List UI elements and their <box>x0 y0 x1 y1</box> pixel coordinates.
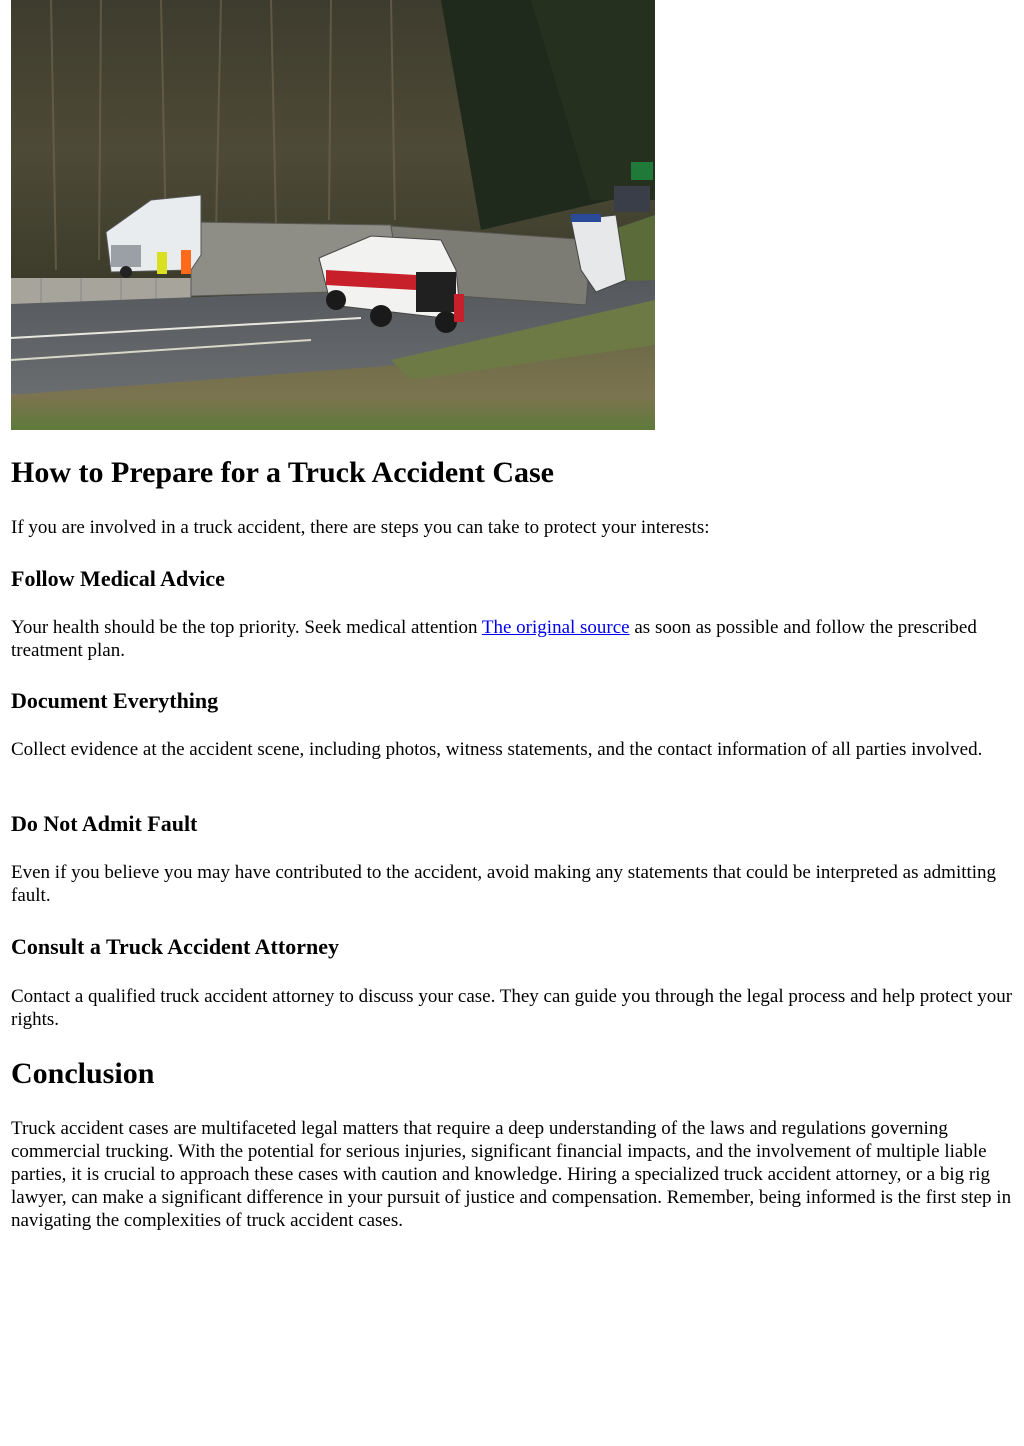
original-source-link[interactable]: The original source <box>481 617 630 638</box>
section-text-attorney: Contact a qualified truck accident attorney to discuss your case. They can guide you through the legal process and help protect your rights. <box>11 986 1013 1030</box>
article-heading: How to Prepare for a Truck Accident Case <box>11 456 554 489</box>
section-heading-medical: Follow Medical Advice <box>11 566 225 591</box>
section-heading-attorney: Consult a Truck Accident Attorney <box>11 934 339 959</box>
conclusion-paragraph: Truck accident cases are multifaceted legal matters that require a deep understanding of the laws and regulations governing commercial trucking. With the potential for serious injuries, significant financial impacts, and the involvement of multiple liable parties, it is crucial to approach these cases with caution and knowledge. Hiring a specialized truck accident attorney, or a big rig lawyer, can make a significant difference in your pursuit of justice and compensation. Remember, being informed is the first step in navigating the complexities of truck accident cases. <box>11 1118 1012 1231</box>
intro-paragraph: If you are involved in a truck accident, there are steps you can take to protect your interests: <box>11 517 710 538</box>
section-heading-fault: Do Not Admit Fault <box>11 811 198 836</box>
section-text-document: Collect evidence at the accident scene, including photos, witness statements, and the contact information of all parties involved. <box>11 739 983 760</box>
section-text-fault: Even if you believe you may have contributed to the accident, avoid making any statements that could be interpreted as admitting fault. <box>11 862 997 906</box>
medical-text-after: as soon as possible and follow the prescribed treatment plan. <box>11 617 977 661</box>
article <box>11 0 1014 1231</box>
truck-accident-photo <box>11 0 655 430</box>
section-heading-document: Document Everything <box>11 688 219 713</box>
section-text-medical <box>11 616 1014 662</box>
medical-text-before: Your health should be the top priority. Seek medical attention <box>11 617 482 638</box>
conclusion-heading: Conclusion <box>11 1057 155 1090</box>
